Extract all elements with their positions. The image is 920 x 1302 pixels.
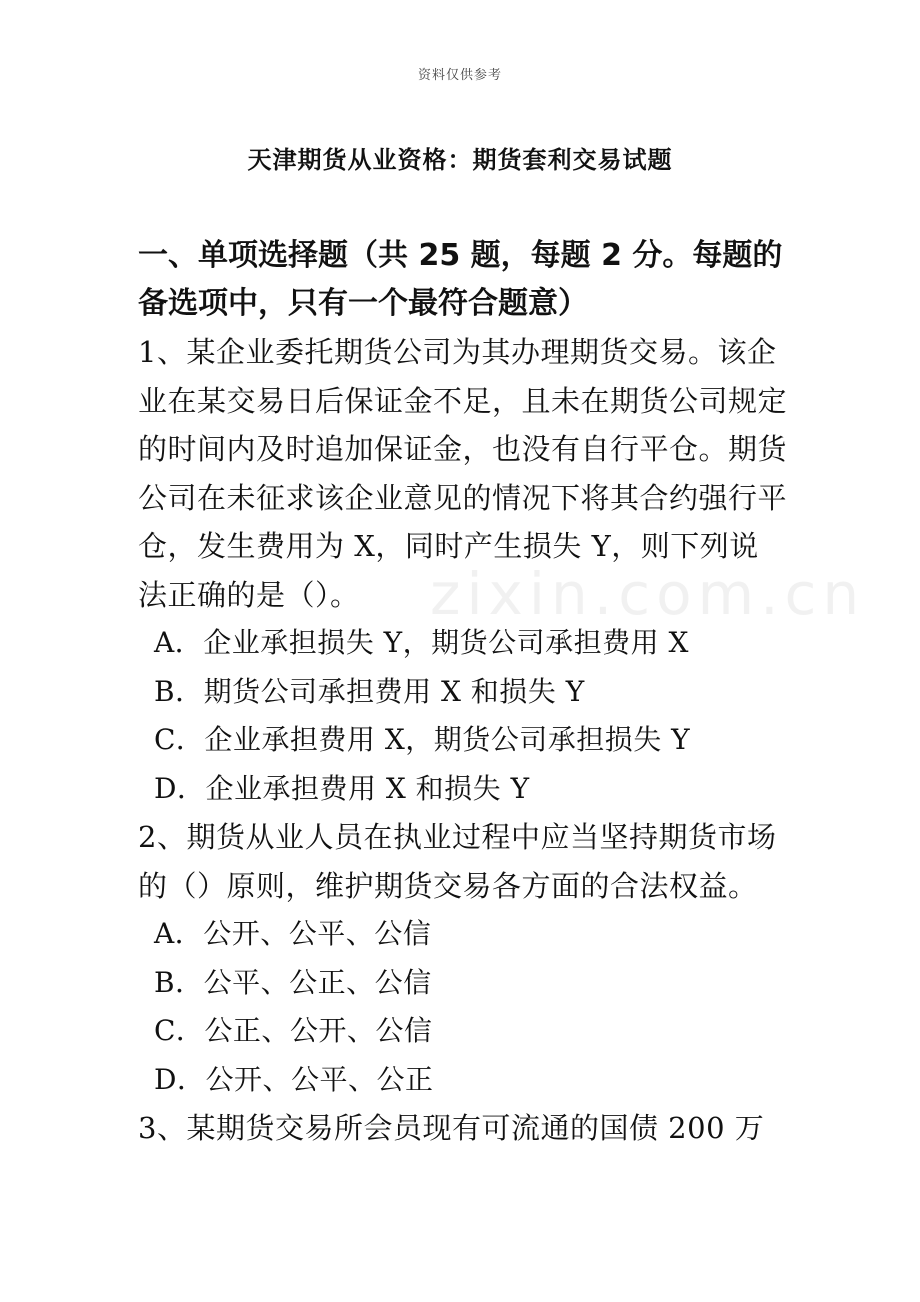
- option-d: D．公开、公平、公正: [154, 1062, 434, 1096]
- option-d: D．企业承担费用 X 和损失 Y: [154, 771, 530, 805]
- document-title: 天津期货从业资格：期货套利交易试题: [247, 145, 673, 174]
- option-list: [138, 619, 788, 813]
- header-note: 资料仅供参考: [417, 68, 502, 83]
- option-b: B．期货公司承担费用 X 和损失 Y: [154, 674, 585, 708]
- question-stem: 2、期货从业人员在执业过程中应当坚持期货市场的（）原则，维护期货交易各方面的合法权益。: [138, 820, 777, 903]
- option-c: C．公正、公开、公信: [154, 1014, 433, 1047]
- watermark: zixin.com.cn: [430, 560, 866, 628]
- question-2: [138, 813, 788, 1104]
- option-c: C．企业承担费用 X，期货公司承担损失 Y: [154, 723, 691, 756]
- document-body: [138, 232, 788, 1153]
- question-3: [138, 1104, 788, 1153]
- option-a: A．企业承担损失 Y，期货公司承担费用 X: [154, 626, 689, 659]
- option-list: [138, 910, 788, 1104]
- option-b: B．公平、公正、公信: [154, 965, 432, 999]
- question-stem: 3、某期货交易所会员现有可流通的国债 200 万: [138, 1111, 765, 1145]
- question-1: [138, 328, 788, 813]
- option-a: A．公开、公平、公信: [154, 917, 432, 950]
- section-heading: 一、单项选择题（共 25 题，每题 2 分。每题的备选项中，只有一个最符合题意）: [138, 238, 783, 321]
- question-stem: 1、某企业委托期货公司为其办理期货交易。该企业在某交易日后保证金不足，且未在期货公司规定的时间内及时追加保证金，也没有自行平仓。期货公司在未征求该企业意见的情况下将其合约强行平仓，发生费用为 X，同时产生损失 Y，则下列说法正确的是（）。: [138, 335, 788, 612]
